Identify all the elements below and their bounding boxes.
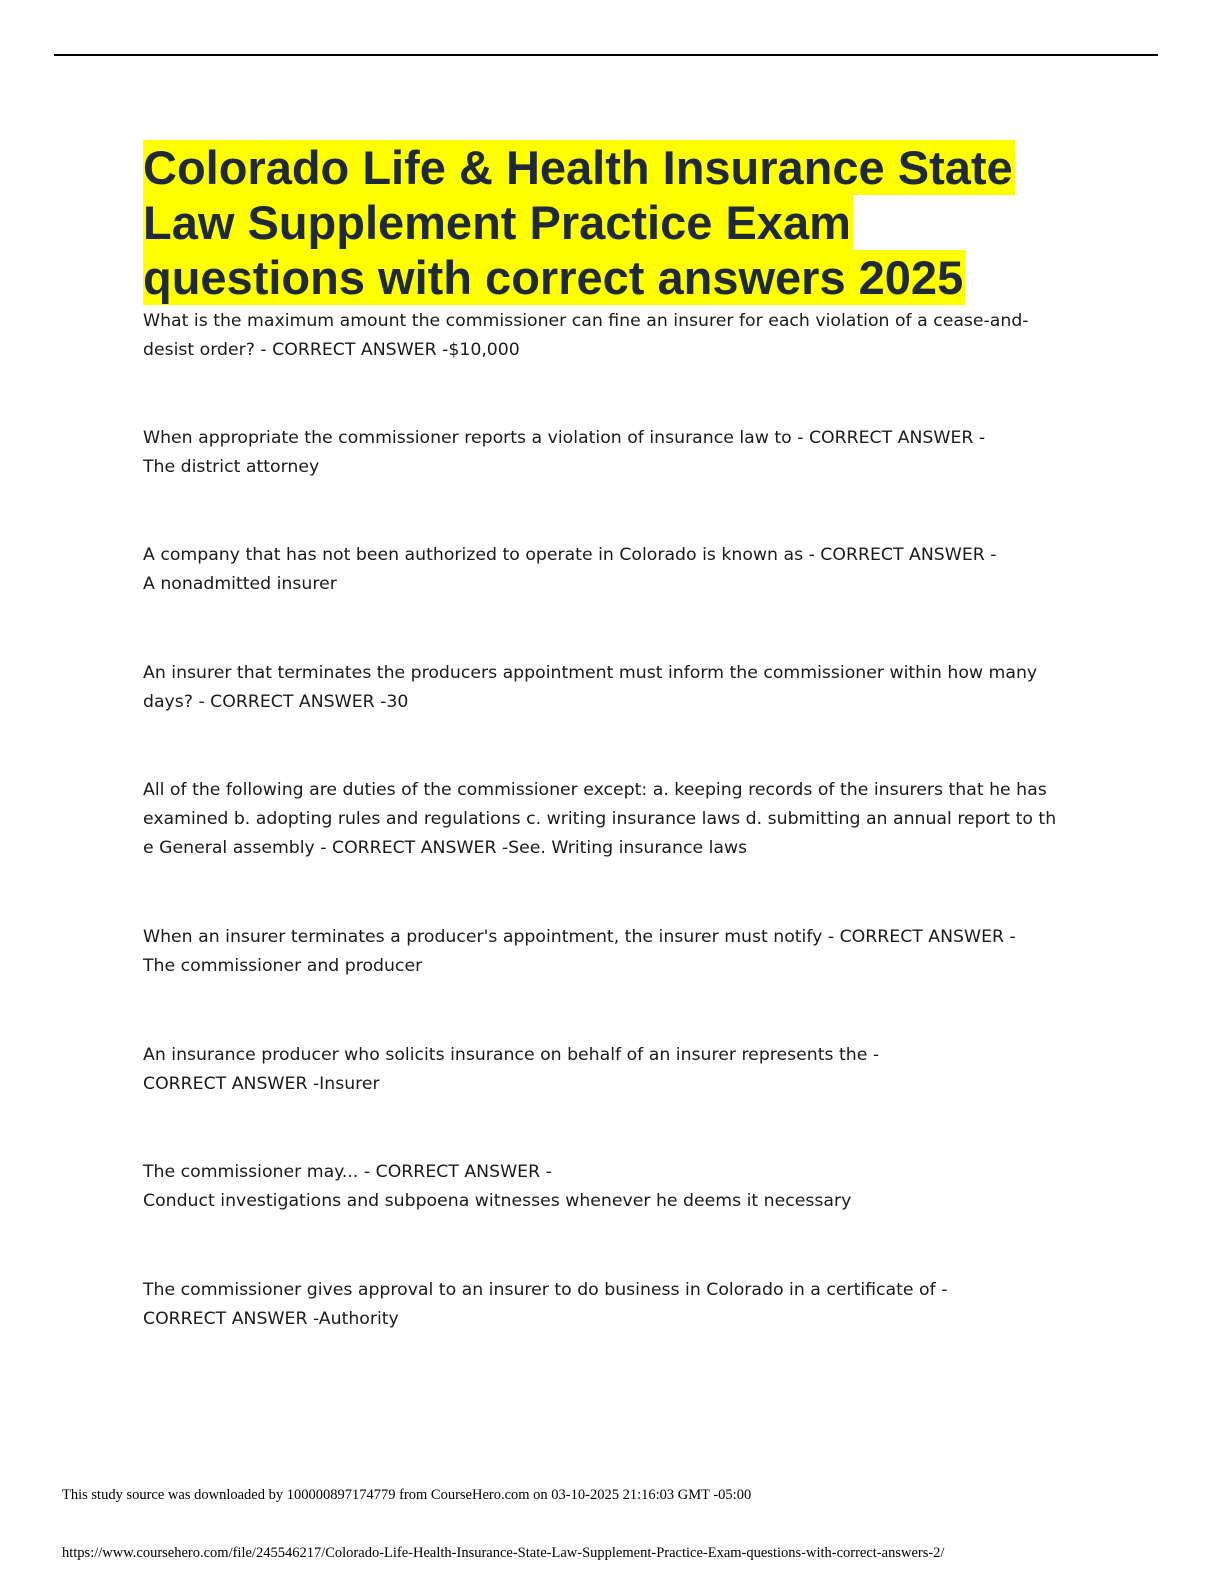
qa-item-1 bbox=[143, 307, 1083, 365]
qa-item-3 bbox=[143, 541, 1083, 599]
qa-item-7 bbox=[143, 1041, 1083, 1099]
document-title bbox=[143, 140, 1103, 305]
qa-line: An insurance producer who solicits insurance on behalf of an insurer represents the - bbox=[143, 1045, 880, 1065]
qa-line: What is the maximum amount the commissioner can fine an insurer for each violation of a cease-and- bbox=[143, 311, 1029, 331]
qa-line: CORRECT ANSWER -Authority bbox=[143, 1309, 399, 1329]
top-divider bbox=[54, 54, 1158, 56]
title-line-3: questions with correct answers 2025 bbox=[143, 251, 964, 304]
qa-line: e General assembly - CORRECT ANSWER -See. Writing insurance laws bbox=[143, 838, 748, 858]
qa-line: The commissioner and producer bbox=[143, 956, 423, 976]
qa-line: days? - CORRECT ANSWER -30 bbox=[143, 692, 409, 712]
qa-line: examined b. adopting rules and regulations c. writing insurance laws d. submitting an annual report to th bbox=[143, 809, 1057, 829]
title-line-1: Colorado Life & Health Insurance State bbox=[143, 141, 1013, 194]
qa-line: An insurer that terminates the producers appointment must inform the commissioner within how many bbox=[143, 663, 1038, 683]
qa-line: CORRECT ANSWER -Insurer bbox=[143, 1074, 380, 1094]
qa-line: The district attorney bbox=[143, 457, 320, 477]
qa-line: The commissioner gives approval to an insurer to do business in Colorado in a certificate of - bbox=[143, 1280, 948, 1300]
source-url[interactable]: https://www.coursehero.com/file/245546217/Colorado-Life-Health-Insurance-State-Law-Supplement-Practice-Exam-questions-with-correct-answers-2/ bbox=[62, 1545, 945, 1561]
qa-item-2 bbox=[143, 424, 1083, 482]
qa-line: A nonadmitted insurer bbox=[143, 574, 337, 594]
title-line-2: Law Supplement Practice Exam bbox=[143, 196, 851, 249]
qa-line: The commissioner may... - CORRECT ANSWER - bbox=[143, 1162, 552, 1182]
qa-line: When appropriate the commissioner reports a violation of insurance law to - CORRECT ANSWER - bbox=[143, 428, 986, 448]
qa-line: When an insurer terminates a producer's appointment, the insurer must notify - CORRECT ANSWER - bbox=[143, 927, 1016, 947]
qa-line: All of the following are duties of the commissioner except: a. keeping records of the insurers that he has bbox=[143, 780, 1047, 800]
download-source-notice: This study source was downloaded by 100000897174779 from CourseHero.com on 03-10-2025 21:16:03 GMT -05:00 bbox=[62, 1487, 752, 1503]
qa-item-4 bbox=[143, 659, 1083, 717]
qa-item-5 bbox=[143, 776, 1083, 863]
qa-item-6 bbox=[143, 923, 1083, 981]
qa-line: A company that has not been authorized to operate in Colorado is known as - CORRECT ANSWER - bbox=[143, 545, 997, 565]
qa-line: desist order? - CORRECT ANSWER -$10,000 bbox=[143, 340, 520, 360]
qa-item-9 bbox=[143, 1276, 1083, 1334]
qa-item-8 bbox=[143, 1158, 1083, 1216]
qa-line: Conduct investigations and subpoena witnesses whenever he deems it necessary bbox=[143, 1191, 852, 1211]
